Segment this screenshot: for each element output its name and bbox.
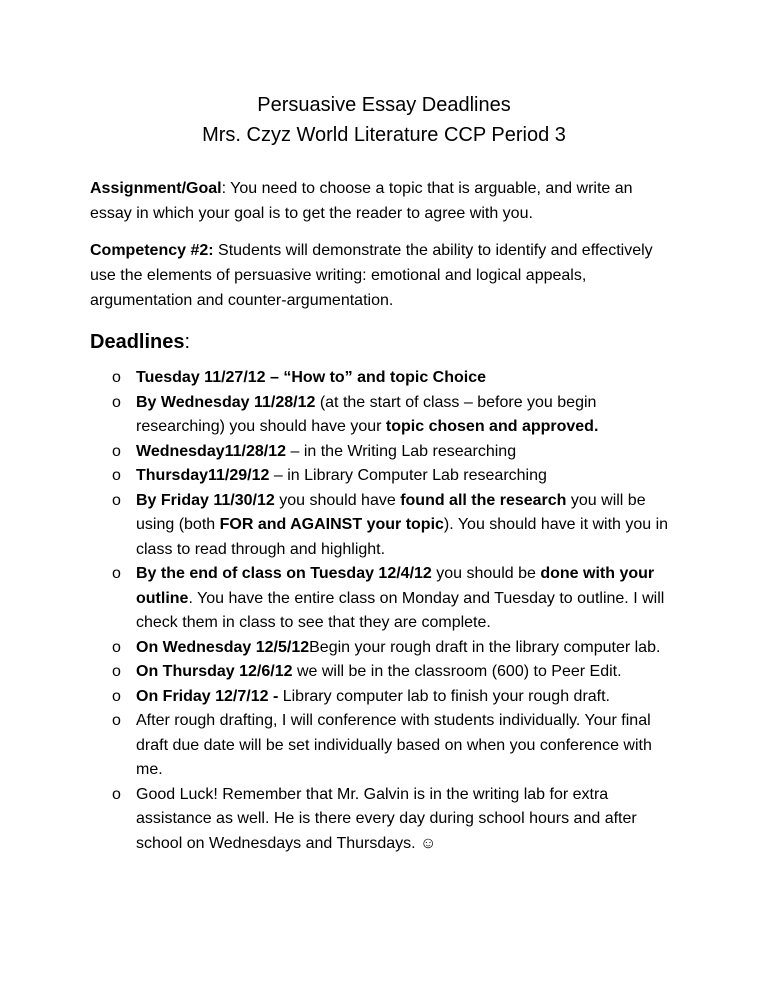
document-title: Persuasive Essay Deadlines xyxy=(257,94,511,116)
deadline-text: . You have the entire class on Monday and Tuesday to outline. I will check them in class to see that they are complete. xyxy=(136,589,665,631)
list-item xyxy=(90,685,678,710)
bullet-icon: o xyxy=(112,663,121,680)
deadline-text: After rough drafting, I will conference with students individually. Your final draft due date will be set individually based on when you conference with me. xyxy=(136,712,652,778)
bullet-icon: o xyxy=(112,491,121,509)
list-item xyxy=(90,709,678,783)
deadline-text: ). You should have it with you in class to read through and highlight. xyxy=(136,516,669,558)
list-item xyxy=(90,464,678,489)
deadline-text: you should have xyxy=(274,491,401,509)
deadline-bold: done with your outline xyxy=(136,565,655,607)
deadline-text: Begin your rough draft in the library computer lab. xyxy=(309,638,661,656)
competency-label: Competency #2: xyxy=(90,242,214,259)
deadline-bold: On Friday 12/7/12 - xyxy=(136,687,279,705)
deadlines-list xyxy=(90,366,678,856)
deadline-bold: By Friday 11/30/12 xyxy=(136,491,275,509)
deadline-bold: On Thursday 12/6/12 xyxy=(136,663,293,680)
bullet-icon: o xyxy=(112,712,121,729)
assignment-text: : You need to choose a topic that is arguable, and write an essay in which your goal is to get the reader to agree with you. xyxy=(90,180,633,222)
bullet-icon: o xyxy=(112,467,121,484)
deadline-text: you will be using (both xyxy=(136,491,646,533)
deadline-bold: On Wednesday 12/5/12 xyxy=(136,638,310,656)
deadline-bold: Wednesday11/28/12 xyxy=(136,442,287,460)
bullet-icon: o xyxy=(112,565,121,582)
deadline-text: you should be xyxy=(431,565,541,582)
competency-text: Students will demonstrate the ability to identify and effectively use the elements of persuasive writing: emotional and logical appeals, argumentation and counter-argumentation. xyxy=(90,242,653,309)
deadline-bold: Thursday11/29/12 xyxy=(136,467,270,484)
document-subtitle: Mrs. Czyz World Literature CCP Period 3 xyxy=(202,124,566,146)
list-item xyxy=(90,660,678,685)
assignment-label: Assignment/Goal xyxy=(90,180,222,197)
list-item xyxy=(90,366,678,391)
deadlines-heading-text: Deadlines xyxy=(90,331,185,353)
title-block xyxy=(90,90,678,150)
bullet-icon: o xyxy=(112,393,121,411)
deadline-bold: By Wednesday 11/28/12 xyxy=(136,393,316,411)
deadline-text: – in the Writing Lab researching xyxy=(286,442,517,460)
deadline-bold: FOR and AGAINST your topic xyxy=(219,516,444,533)
assignment-paragraph xyxy=(90,176,678,226)
deadline-text: Good Luck! Remember that Mr. Galvin is in the writing lab for extra assistance as well. He is there every day during school hours and after school on Wednesdays and Thursdays. ☺ xyxy=(136,785,637,852)
bullet-icon: o xyxy=(112,638,121,656)
deadline-bold: By the end of class on Tuesday 12/4/12 xyxy=(136,565,432,582)
deadline-text: Library computer lab to finish your rough draft. xyxy=(278,687,610,705)
deadlines-heading xyxy=(90,331,678,354)
deadline-bold: topic chosen and approved. xyxy=(385,418,599,435)
deadlines-heading-colon: : xyxy=(184,331,191,353)
competency-paragraph xyxy=(90,238,678,313)
list-item xyxy=(90,440,678,465)
deadline-bold: Tuesday 11/27/12 – “How to” and topic Choice xyxy=(136,369,487,386)
list-item xyxy=(90,489,678,563)
deadline-text: – in Library Computer Lab researching xyxy=(269,467,547,484)
bullet-icon: o xyxy=(112,687,121,705)
list-item xyxy=(90,636,678,661)
deadline-text: we will be in the classroom (600) to Peer Edit. xyxy=(292,663,622,680)
list-item xyxy=(90,391,678,440)
deadline-text: (at the start of class – before you begin researching) you should have your xyxy=(136,393,597,435)
bullet-icon: o xyxy=(112,785,121,803)
list-item xyxy=(90,783,678,857)
bullet-icon: o xyxy=(112,442,121,460)
deadline-bold: found all the research xyxy=(400,491,567,509)
bullet-icon: o xyxy=(112,369,121,386)
list-item xyxy=(90,562,678,636)
